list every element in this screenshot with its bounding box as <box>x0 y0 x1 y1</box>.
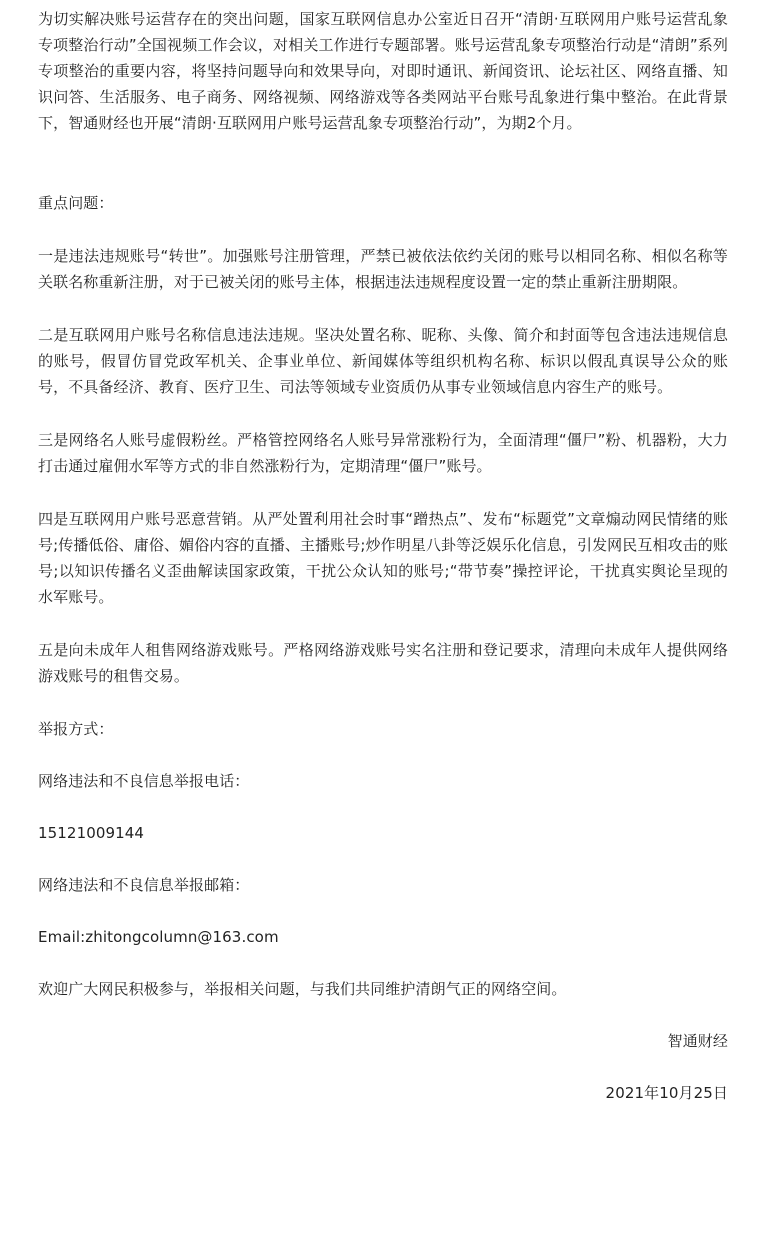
email-label: 网络违法和不良信息举报邮箱： <box>38 876 250 894</box>
email-address: Email:zhitongcolumn@163.com <box>38 928 279 946</box>
key-issues-heading: 重点问题： <box>38 194 114 212</box>
closing-paragraph: 欢迎广大网民积极参与，举报相关问题，与我们共同维护清朗气正的网络空间。 <box>38 980 567 998</box>
issue-paragraph-4: 四是互联网用户账号恶意营销。从严处置利用社会时事“蹭热点”、发布“标题党”文章煽动网民情绪的账号;传播低俗、庸俗、媚俗内容的直播、主播账号;炒作明星八卦等泛娱乐化信息，引发网民互相攻击的账号;以知识传播名义歪曲解读国家政策，干扰公众认知的账号;“带节奏”操控评论，干扰真实舆论呈现的水军账号。 <box>38 510 728 606</box>
issue-paragraph-3: 三是网络名人账号虚假粉丝。严格管控网络名人账号异常涨粉行为，全面清理“僵尸”粉、机器粉，大力打击通过雇佣水军等方式的非自然涨粉行为，定期清理“僵尸”账号。 <box>38 431 728 475</box>
phone-number: 15121009144 <box>38 824 145 842</box>
issue-paragraph-1: 一是违法违规账号“转世”。加强账号注册管理，严禁已被依法依约关闭的账号以相同名称、相似名称等关联名称重新注册，对于已被关闭的账号主体，根据违法违规程度设置一定的禁止重新注册期限。 <box>38 247 728 291</box>
signature: 智通财经 <box>667 1032 728 1050</box>
intro-paragraph: 为切实解决账号运营存在的突出问题，国家互联网信息办公室近日召开“清朗·互联网用户账号运营乱象专项整治行动”全国视频工作会议，对相关工作进行专题部署。账号运营乱象专项整治行动是“清朗”系列专项整治的重要内容，将坚持问题导向和效果导向，对即时通讯、新闻资讯、论坛社区、网络直播、知识问答、生活服务、电子商务、网络视频、网络游戏等各类网站平台账号乱象进行集中整治。在此背景下，智通财经也开展“清朗·互联网用户账号运营乱象专项整治行动”，为期2个月。 <box>38 10 728 132</box>
report-heading: 举报方式： <box>38 720 114 738</box>
publish-date: 2021年10月25日 <box>605 1084 728 1102</box>
phone-label: 网络违法和不良信息举报电话： <box>38 772 250 790</box>
issue-paragraph-2: 二是互联网用户账号名称信息违法违规。坚决处置名称、昵称、头像、简介和封面等包含违法违规信息的账号，假冒仿冒党政军机关、企事业单位、新闻媒体等组织机构名称、标识以假乱真误导公众的账号，不具备经济、教育、医疗卫生、司法等领域专业资质仍从事专业领域信息内容生产的账号。 <box>38 326 728 396</box>
issue-paragraph-5: 五是向未成年人租售网络游戏账号。严格网络游戏账号实名注册和登记要求，清理向未成年人提供网络游戏账号的租售交易。 <box>38 641 728 685</box>
